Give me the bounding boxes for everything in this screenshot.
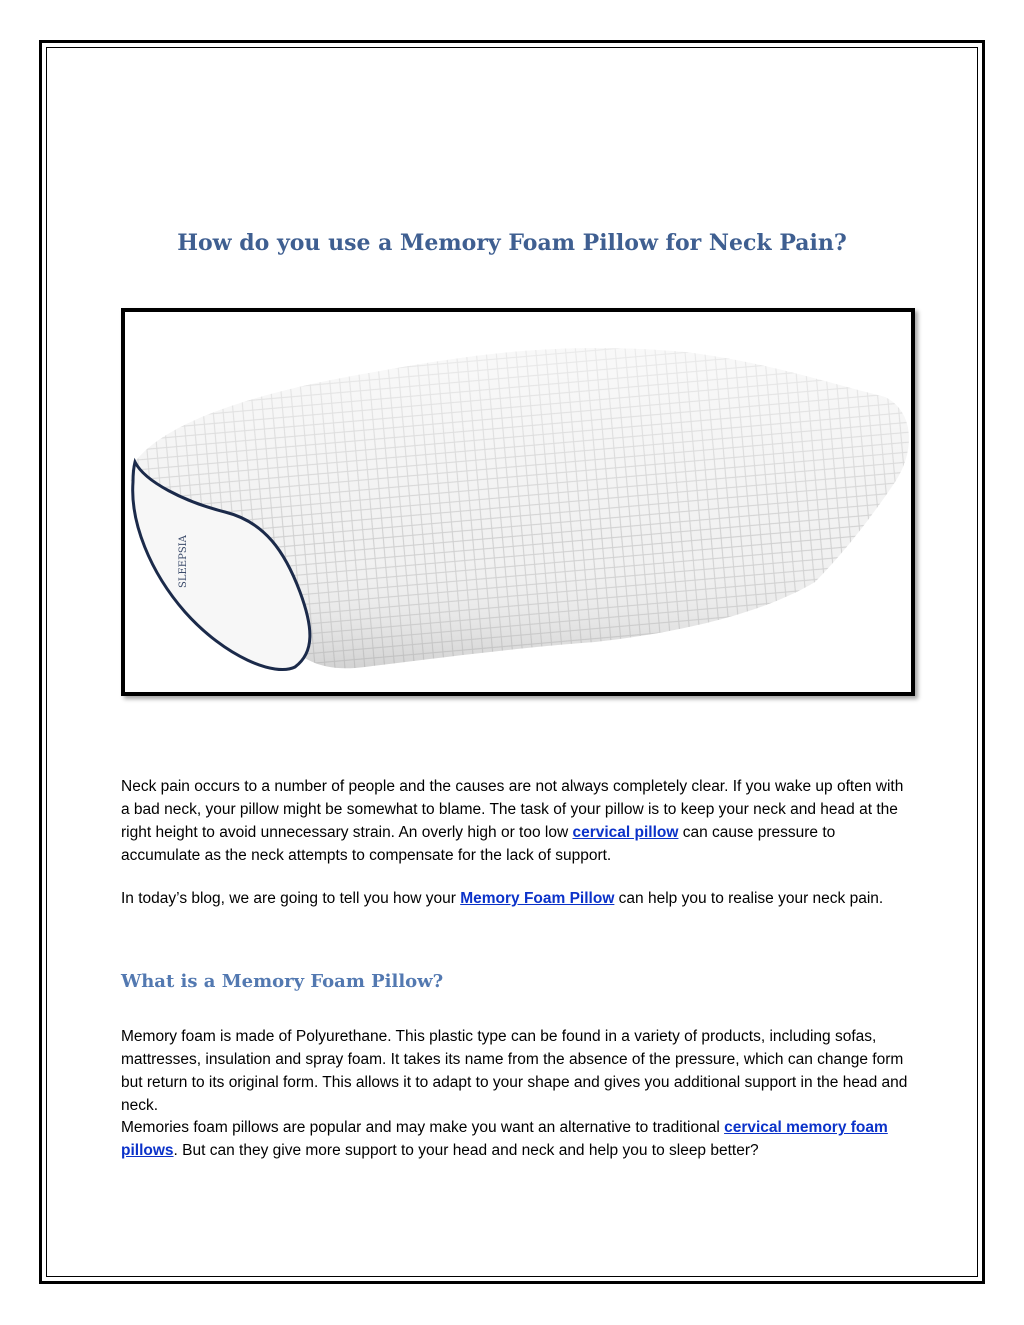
brand-label: SLEEPSIA: [178, 535, 189, 588]
cervical-memory-foam-pillows-link[interactable]: cervical memory foam pillows: [121, 1119, 888, 1159]
memory-foam-pillow-link[interactable]: Memory Foam Pillow: [460, 890, 615, 907]
page-title: How do you use a Memory Foam Pillow for Neck Pain?: [177, 230, 847, 256]
section-heading: What is a Memory Foam Pillow?: [121, 971, 444, 992]
pillow-image: [121, 308, 915, 696]
cervical-pillow-link[interactable]: cervical pillow: [572, 824, 679, 841]
paragraph-memory-foam: Memory foam is made of Polyurethane. This plastic type can be found in a variety of products, including sofas, mattresses, insulation and spray foam. It takes its name from the absence of the pressure, which can change form but return to its original form. This allows it to adapt to your shape and gives you additional support in the head and neck.: [121, 1028, 908, 1114]
paragraph-blog-intro: In today’s blog, we are going to tell you how your Memory Foam Pillow can help you to realise your neck pain.: [121, 890, 884, 907]
paragraph-alternatives: Memories foam pillows are popular and may make you want an alternative to traditional cervical memory foam pillows. But can they give more support to your head and neck and help you to sleep better?: [121, 1119, 888, 1159]
paragraph-neck-pain: Neck pain occurs to a number of people and the causes are not always completely clear. If you wake up often with a bad neck, your pillow might be somewhat to blame. The task of your pillow is to keep your neck and head at the right height to avoid unnecessary strain. An overly high or too low cervical pillow can cause pressure to accumulate as the neck attempts to compensate for the lack of support.: [121, 778, 904, 864]
